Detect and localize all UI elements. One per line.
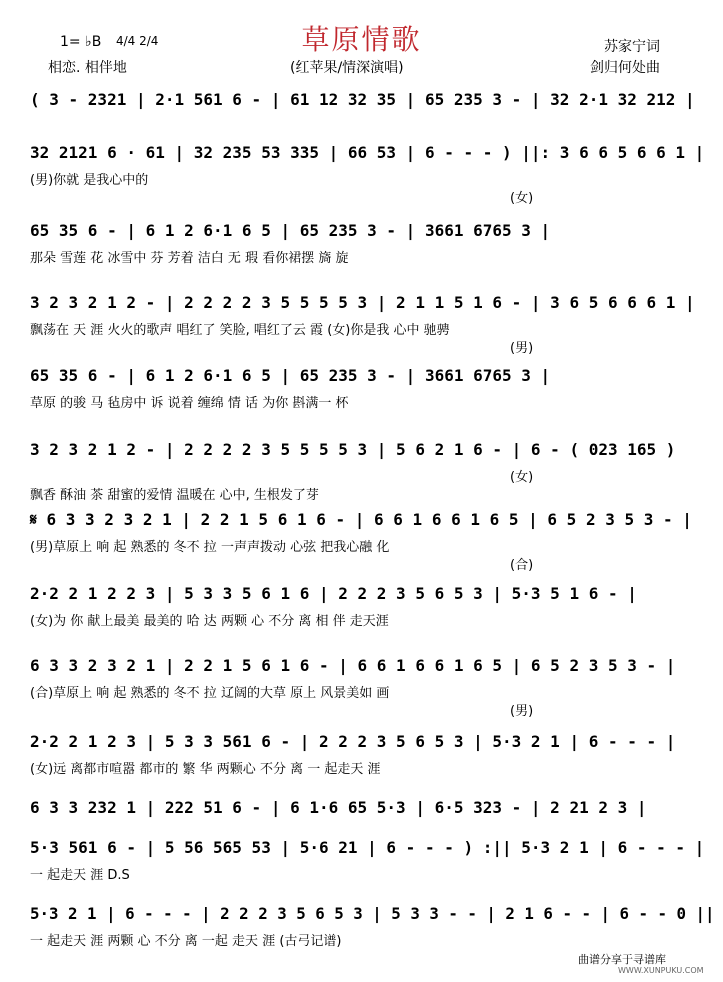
watermark-text: 曲谱分享于寻谱库 bbox=[578, 953, 666, 966]
lyric-line: (男)你就 是我心中的 bbox=[30, 173, 149, 188]
watermark-url: WWW.XUNPUKU.COM bbox=[618, 966, 704, 975]
lyric-line: (男) bbox=[510, 341, 534, 356]
score-line: 32 2121 6 · 61 | 32 235 53 335 | 66 53 | 6 - - - ) ||: 3 6 6 5 6 6 1 | bbox=[30, 143, 705, 162]
score-line: 6 3 3 232 1 | 222 51 6 - | 6 1·6 65 5·3 | 6·5 323 - | 2 21 2 3 | bbox=[30, 798, 647, 817]
page-title: 草原情歌 bbox=[301, 23, 422, 56]
score-line: 5·3 2 1 | 6 - - - | 2 2 2 3 5 6 5 3 | 5 3 3 - - | 2 1 6 - - | 6 - - 0 || bbox=[30, 904, 715, 923]
lyric-line: 一 起走天 涯 两颗 心 不分 离 一起 走天 涯 (古弓记谱) bbox=[30, 934, 342, 949]
lyric-line: (男)草原上 响 起 熟悉的 冬不 拉 一声声拨动 心弦 把我心融 化 bbox=[30, 540, 390, 555]
time-signature: 4/4 2/4 bbox=[116, 34, 159, 48]
composer: 剑归何处曲 bbox=[590, 60, 660, 76]
score-line: 5·3 561 6 - | 5 56 565 53 | 5·6 21 | 6 - - - ) :|| 5·3 2 1 | 6 - - - | bbox=[30, 838, 705, 857]
lyric-line: (女)为 你 献上最美 最美的 哈 达 两颗 心 不分 离 相 伴 走天涯 bbox=[30, 614, 389, 629]
score-line: 𝄋 6 3 3 2 3 2 1 | 2 2 1 5 6 1 6 - | 6 6 1 6 6 1 6 5 | 6 5 2 3 5 3 - | bbox=[30, 510, 692, 529]
lyric-line: (女) bbox=[510, 191, 534, 206]
score-line: 2·2 2 1 2 3 | 5 3 3 561 6 - | 2 2 2 3 5 6 5 3 | 5·3 2 1 | 6 - - - | bbox=[30, 732, 676, 751]
score-line: 6 3 3 2 3 2 1 | 2 2 1 5 6 1 6 - | 6 6 1 6 6 1 6 5 | 6 5 2 3 5 3 - | bbox=[30, 656, 676, 675]
score-line: 65 35 6 - | 6 1 2 6·1 6 5 | 65 235 3 - | 3661 6765 3 | bbox=[30, 366, 551, 385]
score-line: 3 2 3 2 1 2 - | 2 2 2 2 3 5 5 5 5 3 | 2 1 1 5 1 6 - | 3 6 5 6 6 6 1 | bbox=[30, 293, 695, 312]
score-line: ( 3 - 2321 | 2·1 561 6 - | 61 12 32 35 | 65 235 3 - | 32 2·1 32 212 | bbox=[30, 90, 695, 109]
lyric-line: 草原 的骏 马 毡房中 诉 说着 缠绵 情 话 为你 斟满一 杯 bbox=[30, 396, 349, 411]
lyric-line: 飘香 酥油 茶 甜蜜的爱情 温暖在 心中, 生根发了芽 bbox=[30, 488, 319, 503]
lyric-line: (男) bbox=[510, 704, 534, 719]
lyric-line: (女) bbox=[510, 470, 534, 485]
lyricist: 苏家宁词 bbox=[604, 39, 660, 55]
score-line: 65 35 6 - | 6 1 2 6·1 6 5 | 65 235 3 - | 3661 6765 3 | bbox=[30, 221, 551, 240]
lyric-line: 飘荡在 天 涯 火火的歌声 唱红了 笑脸, 唱红了云 霞 (女)你是我 心中 驰骋 bbox=[30, 323, 450, 338]
score-line: 2·2 2 1 2 2 3 | 5 3 3 5 6 1 6 | 2 2 2 3 5 6 5 3 | 5·3 5 1 6 - | bbox=[30, 584, 637, 603]
lyric-line: (女)远 离都市喧嚣 都市的 繁 华 两颗心 不分 离 一 起走天 涯 bbox=[30, 762, 381, 777]
score-line: 3 2 3 2 1 2 - | 2 2 2 2 3 5 5 5 5 3 | 5 6 2 1 6 - | 6 - ( 023 165 ) bbox=[30, 440, 676, 459]
performers: (红苹果/情深演唱) bbox=[290, 60, 404, 76]
lyric-line: (合) bbox=[510, 558, 534, 573]
lyric-line: (合)草原上 响 起 熟悉的 冬不 拉 辽阔的大草 原上 风景美如 画 bbox=[30, 686, 390, 701]
key-signature: 1= ♭B bbox=[60, 34, 102, 50]
lyric-line: 一 起走天 涯 D.S bbox=[30, 868, 130, 883]
lyric-line: 那朵 雪莲 花 冰雪中 芬 芳着 洁白 无 瑕 看你裙摆 旖 旋 bbox=[30, 251, 349, 266]
mood-marking: 相恋. 相伴地 bbox=[48, 60, 127, 76]
